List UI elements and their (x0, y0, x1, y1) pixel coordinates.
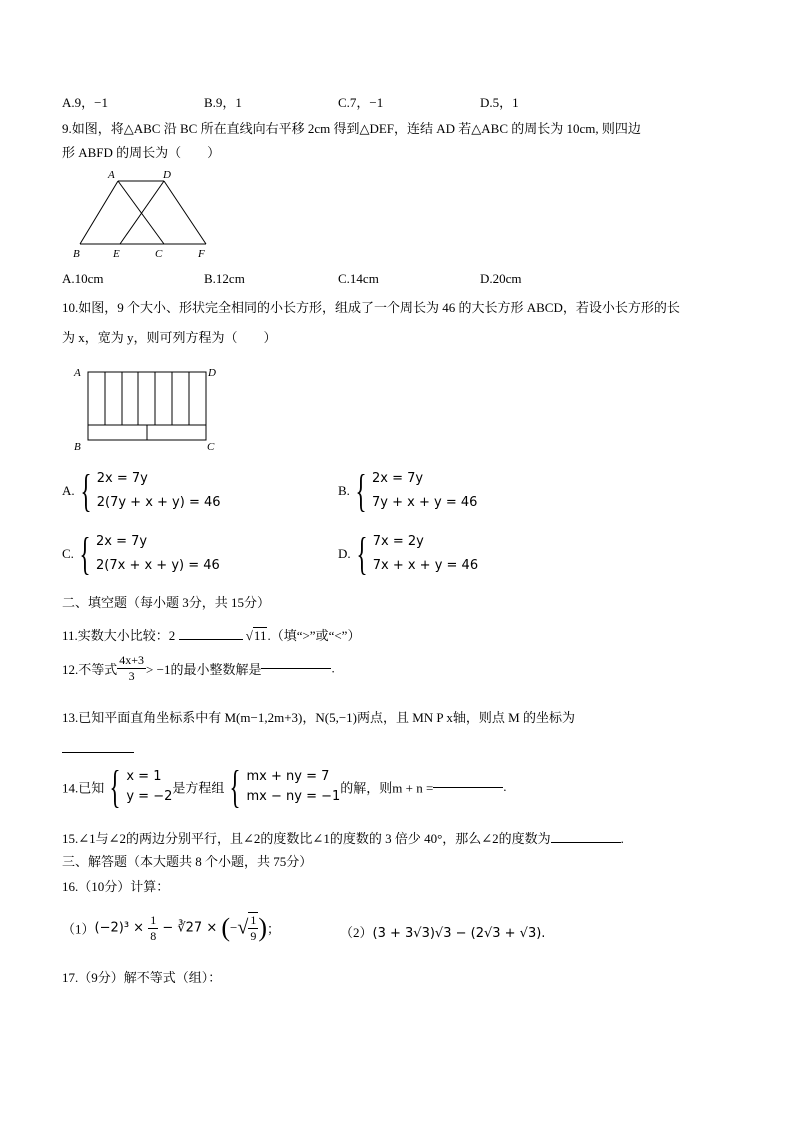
expr-start: (−2)³ × (94, 920, 149, 936)
q16-part2 (340, 922, 545, 941)
expression: (3 + 3√3)√3 − (2√3 + √3). (372, 926, 546, 941)
equation-2: 2(7y + x + y) = 46 (96, 495, 221, 510)
equation-1: mx + ny = 7 (246, 769, 330, 784)
solution-y: y = −2 (126, 789, 173, 804)
q9-option-b: B.12cm (204, 271, 245, 286)
equation-system (96, 530, 220, 578)
q11-radicand: 11 (253, 628, 267, 643)
q14-prefix: 14.已知 (62, 780, 105, 796)
minus-icon: − (230, 920, 238, 935)
sqrt-icon: √ (237, 916, 249, 939)
point-label-a: A (108, 169, 115, 181)
q15-text: 15.∠1与∠2的两边分别平行，且∠2的度数比∠1的度数的 3 倍少 40°，那么∠2的度数为 (62, 831, 551, 846)
equation-system (373, 530, 478, 578)
q12-end: . (331, 660, 335, 676)
q10-question-line1: 10.如图，9 个大小、形状完全相同的小长方形，组成了一个周长为 46 的大长方形 ABCD，若设小长方形的长 (62, 300, 680, 315)
q11-prefix: 11.实数大小比较：2 (62, 628, 176, 643)
sqrt-icon: √ (245, 628, 253, 643)
point-label-c: C (155, 248, 163, 260)
numerator: 1 (150, 912, 157, 927)
denominator: 9 (250, 929, 257, 943)
denominator: 8 (150, 928, 157, 943)
equation-1: 2x = 7y (372, 471, 424, 486)
q9-option-c: C.14cm (338, 271, 379, 286)
part-label: （1） (62, 921, 95, 937)
fraction-one-ninth (248, 912, 258, 944)
section-heading-fill-in: 二、填空题（每小题 3分，共 15分） (62, 595, 271, 610)
fraction-one-eighth (148, 913, 158, 944)
q8-option-c: C.7，−1 (338, 95, 384, 110)
q10-rectangle-figure (70, 364, 220, 454)
brace-icon: { (80, 465, 92, 516)
section-heading-solve: 三、解答题（本大题共 8 个小题，共 75分） (62, 854, 313, 869)
q15 (62, 828, 624, 847)
numerator: 4x+3 (119, 653, 145, 667)
equation-system (97, 467, 221, 515)
q10-option-c (62, 530, 220, 578)
q12 (62, 653, 335, 684)
option-letter: D. (338, 546, 351, 561)
equation-2: 2(7x + x + y) = 46 (96, 558, 220, 573)
point-label-a: A (74, 367, 81, 379)
brace-icon: { (229, 761, 241, 812)
point-label-d: D (163, 169, 171, 181)
q12-suffix: > −1的最小整数解是 (146, 662, 262, 677)
left-paren-icon: ( (221, 913, 231, 942)
q16-part1 (62, 912, 280, 944)
solution-x: x = 1 (126, 769, 162, 784)
q9-option-d: D.20cm (480, 271, 522, 286)
q15-answer-blank[interactable] (551, 842, 621, 843)
option-letter: C. (62, 546, 74, 561)
equation-2: 7y + x + y = 46 (372, 495, 478, 510)
q16-title: 16.（10分）计算： (62, 879, 170, 894)
q17-title: 17.（9分）解不等式（组）： (62, 970, 222, 985)
equation-2: mx − ny = −1 (246, 789, 341, 804)
q9-question-line1: 9.如图，将△ABC 沿 BC 所在直线向右平移 2cm 得到△DEF，连结 AD 若△ABC 的周长为 10cm, 则四边 (62, 121, 641, 136)
q11 (62, 625, 360, 644)
point-label-b: B (74, 441, 81, 453)
q9-question-line2: 形 ABFD 的周长为（ ） (62, 145, 221, 160)
equation-2: 7x + x + y = 46 (372, 558, 479, 573)
q12-prefix: 12.不等式 (62, 662, 118, 677)
point-label-b: B (73, 248, 80, 260)
denominator: 3 (128, 669, 135, 683)
line-df (164, 181, 206, 244)
q13-answer-blank[interactable] (62, 738, 134, 757)
brace-icon: { (355, 465, 367, 516)
right-paren-icon: ) (258, 913, 268, 942)
part-label: （2） (340, 925, 373, 940)
q10-option-d (338, 530, 478, 578)
brace-icon: { (79, 528, 91, 579)
q10-option-a (62, 467, 221, 515)
q12-fraction (117, 653, 146, 684)
q10-question-line2: 为 x，宽为 y，则可列方程为（ ） (62, 330, 277, 345)
point-label-c: C (207, 441, 215, 453)
q11-answer-blank[interactable] (179, 639, 243, 640)
expr-end: ； (267, 921, 281, 937)
numerator: 1 (250, 913, 257, 927)
q13-question-line1: 13.已知平面直角坐标系中有 M(m−1,2m+3)，N(5,−1)两点，且 MN P x轴，则点 M 的坐标为 (62, 710, 575, 725)
line-ab (80, 181, 118, 244)
point-label-d: D (208, 367, 216, 379)
q14-answer-blank[interactable] (433, 787, 503, 788)
equation-system (372, 467, 477, 515)
point-label-e: E (113, 248, 120, 260)
q14-end: . (503, 779, 507, 794)
expr-middle: − ∛27 × (158, 920, 222, 936)
q14-middle: 是方程组 (172, 780, 225, 796)
point-label-f: F (198, 248, 205, 260)
q9-translation-figure (68, 164, 218, 260)
brace-icon: { (109, 761, 121, 812)
q11-suffix: .（填“>”或“<”） (267, 628, 361, 643)
solution-system (126, 767, 172, 807)
option-letter: B. (338, 483, 350, 498)
equation-1: 2x = 7y (96, 534, 148, 549)
q10-option-b (338, 467, 477, 515)
q15-end: . (620, 831, 624, 846)
q8-option-b: B.9，1 (204, 95, 242, 110)
option-letter: A. (62, 483, 75, 498)
equation-1: 2x = 7y (96, 471, 148, 486)
equation-system (246, 767, 340, 807)
q8-option-a: A.9，−1 (62, 95, 108, 110)
q14-suffix: 的解，则m + n = (340, 780, 434, 796)
q14 (62, 761, 507, 812)
q8-option-d: D.5，1 (480, 95, 519, 110)
brace-icon: { (356, 528, 368, 579)
q9-option-a: A.10cm (62, 271, 104, 286)
q12-answer-blank[interactable] (261, 668, 331, 669)
equation-1: 7x = 2y (372, 534, 424, 549)
